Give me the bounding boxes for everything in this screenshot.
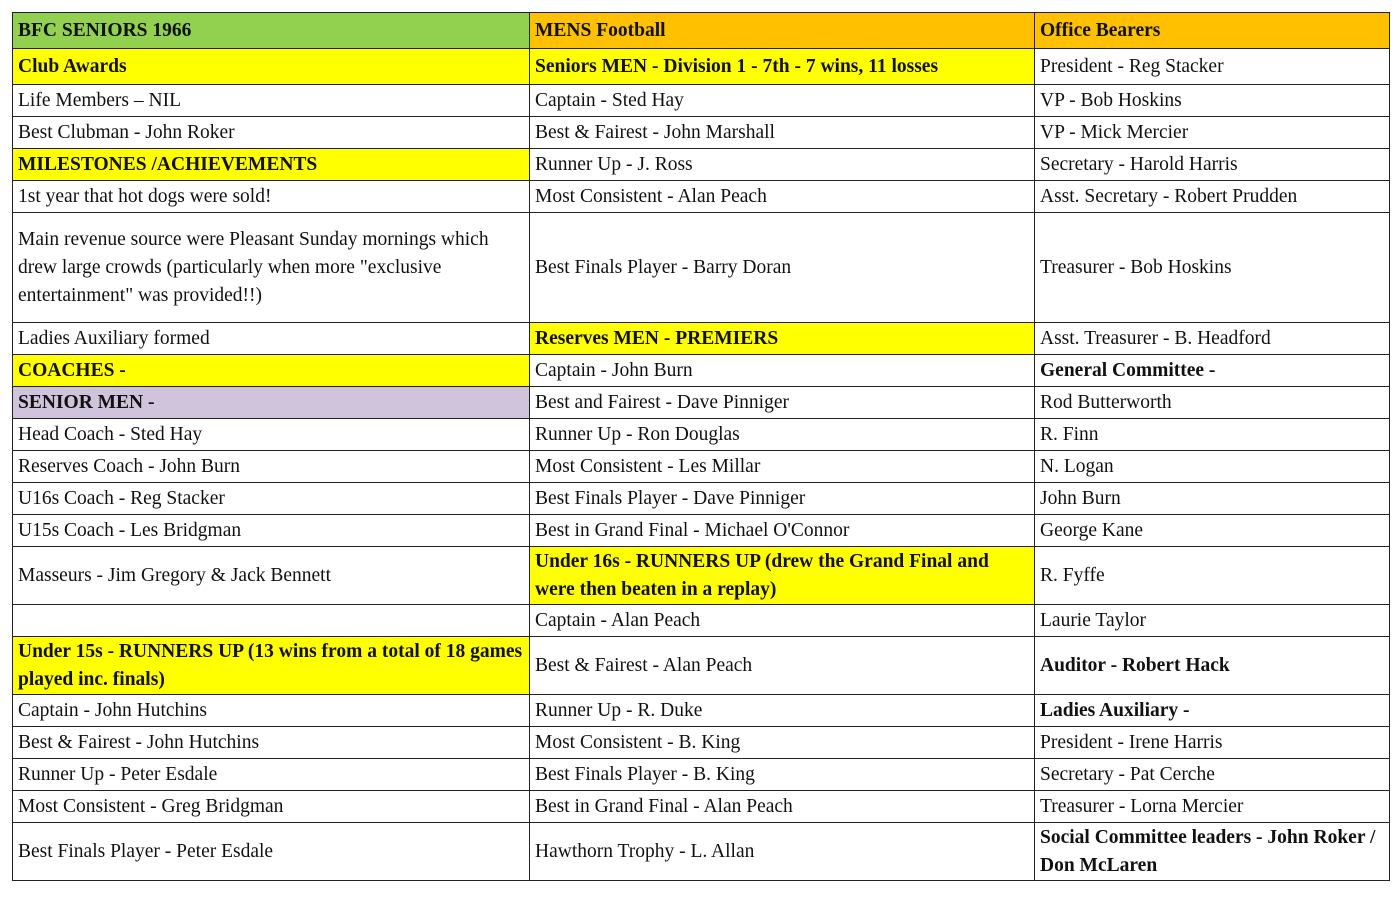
table-cell[interactable]: BFC SENIORS 1966 — [13, 13, 530, 49]
table-cell[interactable]: Asst. Treasurer - B. Headford — [1035, 323, 1390, 355]
table-row — [13, 213, 1390, 323]
table-cell[interactable]: 1st year that hot dogs were sold! — [13, 181, 530, 213]
table-cell[interactable]: U15s Coach - Les Bridgman — [13, 515, 530, 547]
table-cell[interactable]: Most Consistent - Greg Bridgman — [13, 791, 530, 823]
table-cell[interactable]: Captain - John Hutchins — [13, 695, 530, 727]
table-cell[interactable]: N. Logan — [1035, 451, 1390, 483]
table-cell[interactable]: Runner Up - Peter Esdale — [13, 759, 530, 791]
table-cell[interactable]: Most Consistent - Alan Peach — [530, 181, 1035, 213]
table-cell[interactable]: Ladies Auxiliary - — [1035, 695, 1390, 727]
table-cell[interactable]: Best Finals Player - Dave Pinniger — [530, 483, 1035, 515]
table-cell[interactable]: Secretary - Pat Cerche — [1035, 759, 1390, 791]
table-row — [13, 791, 1390, 823]
table-row — [13, 85, 1390, 117]
table-cell[interactable]: Ladies Auxiliary formed — [13, 323, 530, 355]
table-cell[interactable]: MILESTONES /ACHIEVEMENTS — [13, 149, 530, 181]
table-row — [13, 547, 1390, 605]
table-cell[interactable]: Club Awards — [13, 49, 530, 85]
table-row — [13, 637, 1390, 695]
table-row — [13, 695, 1390, 727]
table-cell[interactable]: Best Finals Player - B. King — [530, 759, 1035, 791]
table-row — [13, 323, 1390, 355]
table-cell[interactable]: President - Reg Stacker — [1035, 49, 1390, 85]
table-cell[interactable]: Life Members – NIL — [13, 85, 530, 117]
table-cell[interactable]: Best Finals Player - Barry Doran — [530, 213, 1035, 323]
table-cell[interactable]: Best and Fairest - Dave Pinniger — [530, 387, 1035, 419]
table-cell[interactable]: Rod Butterworth — [1035, 387, 1390, 419]
table-cell[interactable]: Treasurer - Bob Hoskins — [1035, 213, 1390, 323]
table-cell[interactable]: Captain - Alan Peach — [530, 605, 1035, 637]
table-cell[interactable]: Hawthorn Trophy - L. Allan — [530, 823, 1035, 881]
table-row — [13, 117, 1390, 149]
table-cell[interactable]: Most Consistent - Les Millar — [530, 451, 1035, 483]
table-cell[interactable]: Seniors MEN - Division 1 - 7th - 7 wins, 11 losses — [530, 49, 1035, 85]
spreadsheet-body — [13, 13, 1390, 881]
table-cell[interactable]: Best Clubman - John Roker — [13, 117, 530, 149]
table-cell[interactable]: Best Finals Player - Peter Esdale — [13, 823, 530, 881]
table-cell[interactable]: SENIOR MEN - — [13, 387, 530, 419]
table-cell[interactable]: George Kane — [1035, 515, 1390, 547]
table-row — [13, 181, 1390, 213]
table-cell[interactable]: Auditor - Robert Hack — [1035, 637, 1390, 695]
spreadsheet-table — [12, 12, 1390, 881]
table-cell[interactable]: COACHES - — [13, 355, 530, 387]
table-cell[interactable]: Under 15s - RUNNERS UP (13 wins from a total of 18 games played inc. finals) — [13, 637, 530, 695]
table-row — [13, 13, 1390, 49]
table-cell[interactable]: Secretary - Harold Harris — [1035, 149, 1390, 181]
table-row — [13, 605, 1390, 637]
table-row — [13, 483, 1390, 515]
table-cell[interactable]: Best & Fairest - Alan Peach — [530, 637, 1035, 695]
table-row — [13, 355, 1390, 387]
table-row — [13, 419, 1390, 451]
table-row — [13, 727, 1390, 759]
table-cell[interactable]: R. Fyffe — [1035, 547, 1390, 605]
table-cell[interactable]: Captain - Sted Hay — [530, 85, 1035, 117]
table-cell[interactable]: Best & Fairest - John Hutchins — [13, 727, 530, 759]
table-cell[interactable] — [13, 605, 530, 637]
table-cell[interactable]: Masseurs - Jim Gregory & Jack Bennett — [13, 547, 530, 605]
table-row — [13, 49, 1390, 85]
table-cell[interactable]: Head Coach - Sted Hay — [13, 419, 530, 451]
table-cell[interactable]: John Burn — [1035, 483, 1390, 515]
table-cell[interactable]: VP - Mick Mercier — [1035, 117, 1390, 149]
table-row — [13, 515, 1390, 547]
table-cell[interactable]: Asst. Secretary - Robert Prudden — [1035, 181, 1390, 213]
table-cell[interactable]: Best in Grand Final - Michael O'Connor — [530, 515, 1035, 547]
table-cell[interactable]: Reserves MEN - PREMIERS — [530, 323, 1035, 355]
table-row — [13, 387, 1390, 419]
table-cell[interactable]: Main revenue source were Pleasant Sunday mornings which drew large crowds (particularly when more "exclusive entertainment" was provided!!) — [13, 213, 530, 323]
table-cell[interactable]: Treasurer - Lorna Mercier — [1035, 791, 1390, 823]
table-row — [13, 823, 1390, 881]
table-cell[interactable]: General Committee - — [1035, 355, 1390, 387]
table-cell[interactable]: Captain - John Burn — [530, 355, 1035, 387]
table-cell[interactable]: Most Consistent - B. King — [530, 727, 1035, 759]
table-cell[interactable]: U16s Coach - Reg Stacker — [13, 483, 530, 515]
table-cell[interactable]: Social Committee leaders - John Roker / Don McLaren — [1035, 823, 1390, 881]
table-cell[interactable]: Best & Fairest - John Marshall — [530, 117, 1035, 149]
table-cell[interactable]: Office Bearers — [1035, 13, 1390, 49]
table-cell[interactable]: Laurie Taylor — [1035, 605, 1390, 637]
table-cell[interactable]: Under 16s - RUNNERS UP (drew the Grand Final and were then beaten in a replay) — [530, 547, 1035, 605]
table-cell[interactable]: Best in Grand Final - Alan Peach — [530, 791, 1035, 823]
table-cell[interactable]: Runner Up - R. Duke — [530, 695, 1035, 727]
table-cell[interactable]: Runner Up - J. Ross — [530, 149, 1035, 181]
table-row — [13, 451, 1390, 483]
table-cell[interactable]: Reserves Coach - John Burn — [13, 451, 530, 483]
table-row — [13, 149, 1390, 181]
table-cell[interactable]: Runner Up - Ron Douglas — [530, 419, 1035, 451]
table-cell[interactable]: MENS Football — [530, 13, 1035, 49]
table-cell[interactable]: VP - Bob Hoskins — [1035, 85, 1390, 117]
table-cell[interactable]: R. Finn — [1035, 419, 1390, 451]
table-cell[interactable]: President - Irene Harris — [1035, 727, 1390, 759]
table-row — [13, 759, 1390, 791]
